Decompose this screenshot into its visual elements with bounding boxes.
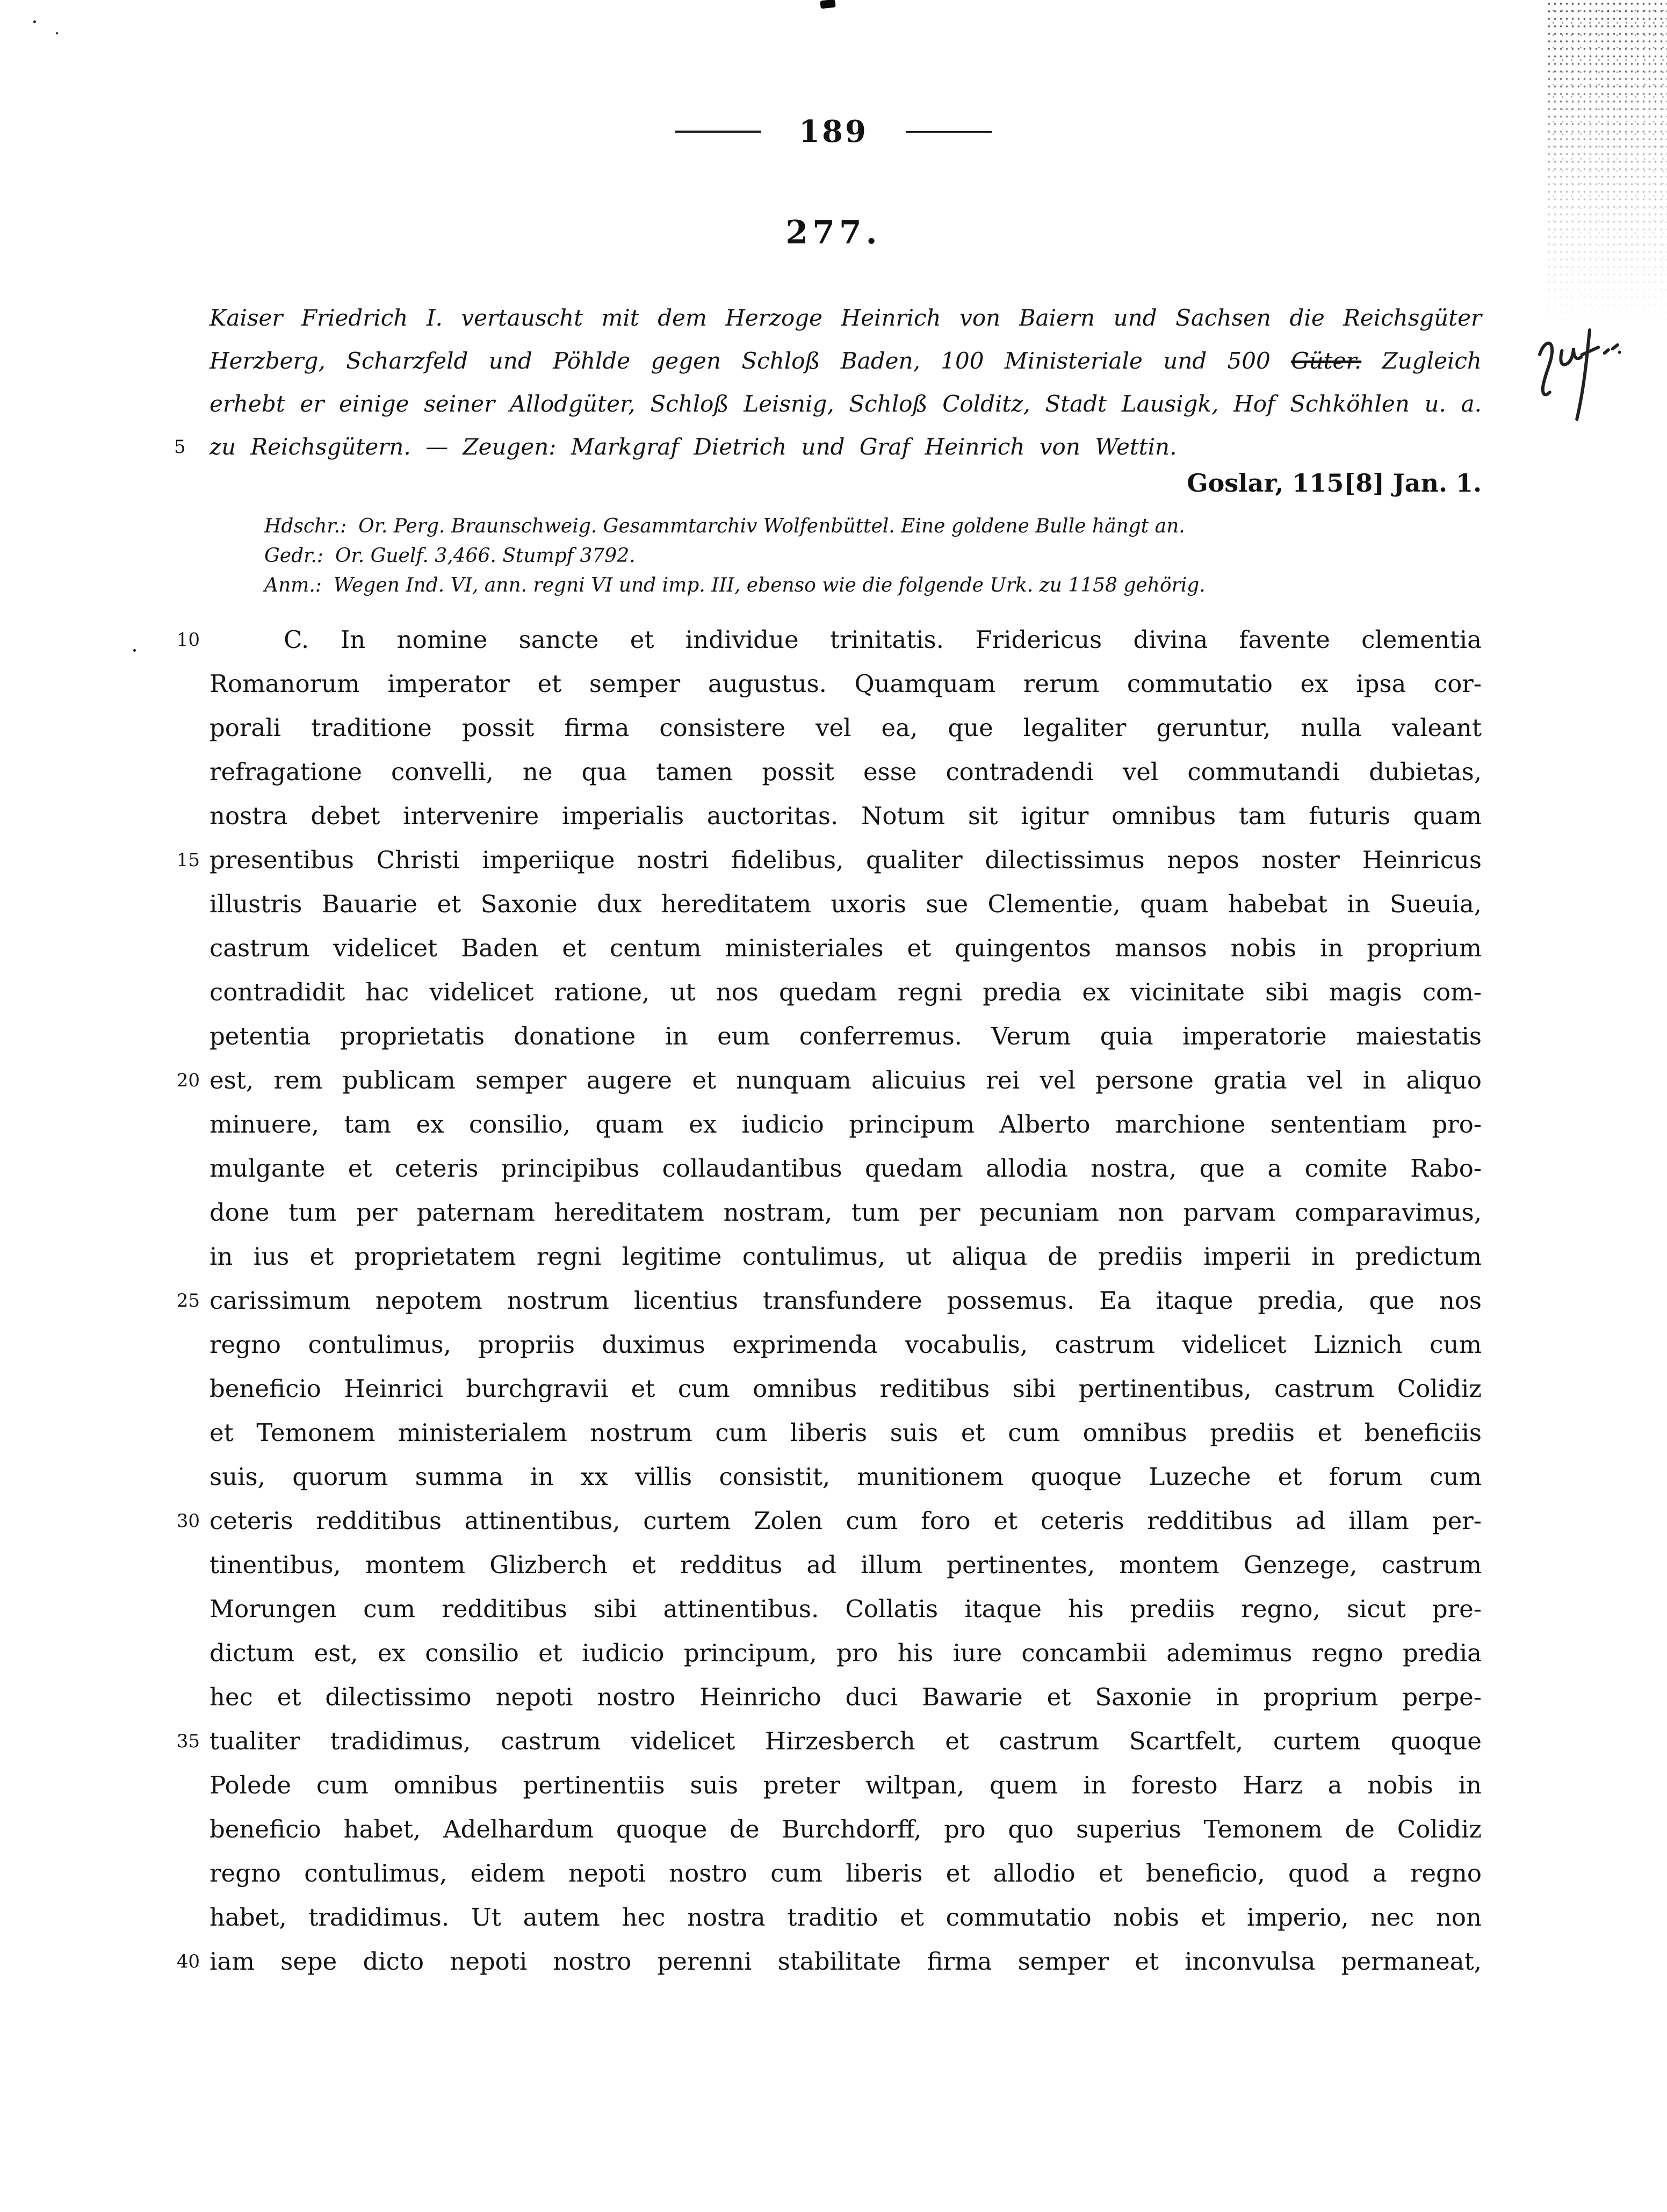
line-text: Romanorum imperator et semper augustus. Quamquam rerum commutatio ex ipsa cor- (210, 669, 1482, 698)
margin-line-number: 20 (176, 1070, 200, 1091)
text-line (210, 1763, 1482, 1807)
apparatus-note (264, 571, 1500, 600)
margin-line-number: 25 (176, 1290, 200, 1312)
line-text: petentia proprietatis donatione in eum conferremus. Verum quia imperatorie maiestatis (210, 1022, 1482, 1050)
note-text: Wegen Ind. VI, ann. regni VI und imp. III, ebenso wie die folgende Urk. zu 1158 gehörig. (333, 574, 1206, 596)
text-line (210, 1543, 1482, 1587)
text-line (210, 1367, 1482, 1411)
text-line (210, 750, 1482, 794)
note-text: Or. Perg. Braunschweig. Gesammtarchiv Wolfenbüttel. Eine goldene Bulle hängt an. (358, 515, 1185, 537)
text-line (210, 882, 1482, 926)
text-line (210, 1147, 1482, 1191)
text-line (210, 1631, 1482, 1675)
line-text: iam sepe dicto nepoti nostro perenni stabilitate firma semper et inconvulsa permaneat, (210, 1947, 1482, 1976)
text-line (176, 1719, 1482, 1763)
regest-summary (174, 297, 1482, 469)
text-line (210, 1896, 1482, 1940)
place-date-line: Goslar, 115[8] Jan. 1. (1187, 469, 1482, 498)
text-line (176, 838, 1482, 882)
text-line (210, 1014, 1482, 1058)
text-line (176, 618, 1482, 662)
scan-speck (133, 649, 136, 652)
line-text: nostra debet intervenire imperialis auctoritas. Notum sit igitur omnibus tam futuris quam (210, 802, 1482, 830)
text-line (210, 1191, 1482, 1235)
note-label: Anm.: (264, 574, 322, 596)
line-text: habet, tradidimus. Ut autem hec nostra traditio et commutatio nobis et imperio, nec non (210, 1903, 1482, 1932)
text-line (176, 1279, 1482, 1323)
charter-text (176, 618, 1482, 1984)
text-line (210, 1455, 1482, 1499)
text-line (210, 1587, 1482, 1631)
text-line (176, 1058, 1482, 1103)
note-text: Or. Guelf. 3,466. Stumpf 3792. (335, 545, 636, 567)
line-text: contradidit hac videlicet ratione, ut nos quedam regni predia ex vicinitate sibi magis com- (210, 978, 1482, 1006)
line-text: est, rem publicam semper augere et nunquam alicuius rei vel persone gratia vel in aliquo (210, 1066, 1482, 1094)
line-text: Polede cum omnibus pertinentiis suis preter wiltpan, quem in foresto Harz a nobis in (210, 1771, 1482, 1799)
line-text: tinentibus, montem Glizberch et redditus ad illum pertinentes, montem Genzege, castrum (210, 1551, 1482, 1579)
line-text: mulgante et ceteris principibus collaudantibus quedam allodia nostra, que a comite Rabo- (210, 1154, 1482, 1183)
text-line (210, 662, 1482, 706)
regest-line: erhebt er einige seiner Allodgüter, Schloß Leisnig, Schloß Colditz, Stadt Lausigk, Hof Schköhlen u. a. (210, 391, 1482, 417)
margin-line-number: 35 (176, 1731, 200, 1752)
line-text: refragatione convelli, ne qua tamen possit esse contradendi vel commutandi dubietas, (210, 758, 1482, 786)
document-number: 277. (785, 214, 882, 251)
note-label: Gedr.: (264, 545, 323, 567)
regest-line (174, 426, 1482, 469)
line-text: tualiter tradidimus, castrum videlicet Hirzesberch et castrum Scartfelt, curtem quoque (210, 1727, 1482, 1755)
text-line (210, 1851, 1482, 1896)
scan-speck (56, 32, 58, 34)
line-text: presentibus Christi imperiique nostri fidelibus, qualiter dilectissimus nepos noster Heinricus (210, 846, 1482, 874)
text-line (210, 794, 1482, 838)
line-text: beneficio habet, Adelhardum quoque de Burchdorff, pro quo superius Temonem de Colidiz (210, 1815, 1482, 1843)
note-label: Hdschr.: (264, 515, 347, 537)
apparatus-note (264, 541, 1500, 571)
scan-speck (33, 20, 36, 23)
page-number-rule-right (906, 131, 992, 133)
line-text: regno contulimus, eidem nepoti nostro cum liberis et allodio et beneficio, quod a regno (210, 1859, 1482, 1887)
line-text: regno contulimus, propriis duximus exprimenda vocabulis, castrum videlicet Liznich cum (210, 1330, 1482, 1359)
page-number-rule-left (675, 131, 761, 133)
regest-line (210, 340, 1482, 383)
line-text: ceteris redditibus attinentibus, curtem Zolen cum foro et ceteris redditibus ad illam per- (210, 1507, 1482, 1535)
text-line (176, 1499, 1482, 1543)
line-text: C. In nomine sancte et individue trinitatis. Fridericus divina favente clementia (284, 625, 1482, 654)
scan-noise-patch (1546, 0, 1667, 344)
text-line (210, 1103, 1482, 1147)
margin-line-number: 5 (174, 436, 186, 458)
regest-text: zu Reichsgütern. — Zeugen: Markgraf Dietrich und Graf Heinrich von Wettin. (210, 434, 1177, 460)
line-text: et Temonem ministerialem nostrum cum liberis suis et cum omnibus prediis et beneficiis (210, 1418, 1482, 1447)
apparatus-notes (264, 511, 1500, 600)
margin-line-number: 15 (176, 849, 200, 871)
page-number: 189 (799, 114, 868, 149)
regest-text: Herzberg, Scharzfeld und Pöhlde gegen Schloß Baden, 100 Ministeriale und 500 (210, 348, 1291, 374)
line-text: suis, quorum summa in xx villis consistit, munitionem quoque Luzeche et forum cum (210, 1462, 1482, 1491)
margin-line-number: 30 (176, 1510, 200, 1532)
line-text: minuere, tam ex consilio, quam ex iudicio principum Alberto marchione sententiam pro- (210, 1110, 1482, 1139)
text-line (176, 1940, 1482, 1984)
margin-line-number: 10 (176, 629, 200, 651)
line-text: dictum est, ex consilio et iudicio principum, pro his iure concambii ademimus regno predia (210, 1639, 1482, 1667)
text-line (210, 1807, 1482, 1851)
handwritten-annotation-icon (1518, 316, 1633, 441)
line-text: beneficio Heinrici burchgravii et cum omnibus reditibus sibi pertinentibus, castrum Colidiz (210, 1374, 1482, 1403)
line-text: done tum per paternam hereditatem nostram, tum per pecuniam non parvam comparavimus, (210, 1198, 1482, 1227)
text-line (210, 1675, 1482, 1719)
struck-word: Güter. (1291, 348, 1362, 374)
line-text: in ius et proprietatem regni legitime contulimus, ut aliqua de prediis imperii in predictum (210, 1242, 1482, 1271)
regest-line: Kaiser Friedrich I. vertauscht mit dem Herzoge Heinrich von Baiern und Sachsen die Reichsgüter (210, 305, 1482, 331)
line-text: hec et dilectissimo nepoti nostro Heinricho duci Bawarie et Saxonie in proprium perpe- (210, 1683, 1482, 1711)
page-header (0, 114, 1667, 149)
ink-smudge (820, 0, 835, 9)
line-text: illustris Bauarie et Saxonie dux hereditatem uxoris sue Clementie, quam habebat in Sueuia, (210, 890, 1482, 918)
margin-line-number: 40 (176, 1951, 200, 1972)
line-text: castrum videlicet Baden et centum ministeriales et quingentos mansos nobis in proprium (210, 934, 1482, 962)
text-line (210, 1235, 1482, 1279)
text-line (210, 1323, 1482, 1367)
apparatus-note (264, 511, 1500, 541)
line-text: Morungen cum redditibus sibi attinentibus. Collatis itaque his prediis regno, sicut pre- (210, 1595, 1482, 1623)
regest-text: Zugleich (1361, 348, 1482, 374)
text-line (210, 970, 1482, 1014)
text-line (210, 926, 1482, 970)
text-line (210, 1411, 1482, 1455)
line-text: porali traditione possit firma consistere vel ea, que legaliter geruntur, nulla valeant (210, 714, 1482, 742)
text-line (210, 706, 1482, 750)
line-text: carissimum nepotem nostrum licentius transfundere possemus. Ea itaque predia, que nos (210, 1286, 1482, 1315)
